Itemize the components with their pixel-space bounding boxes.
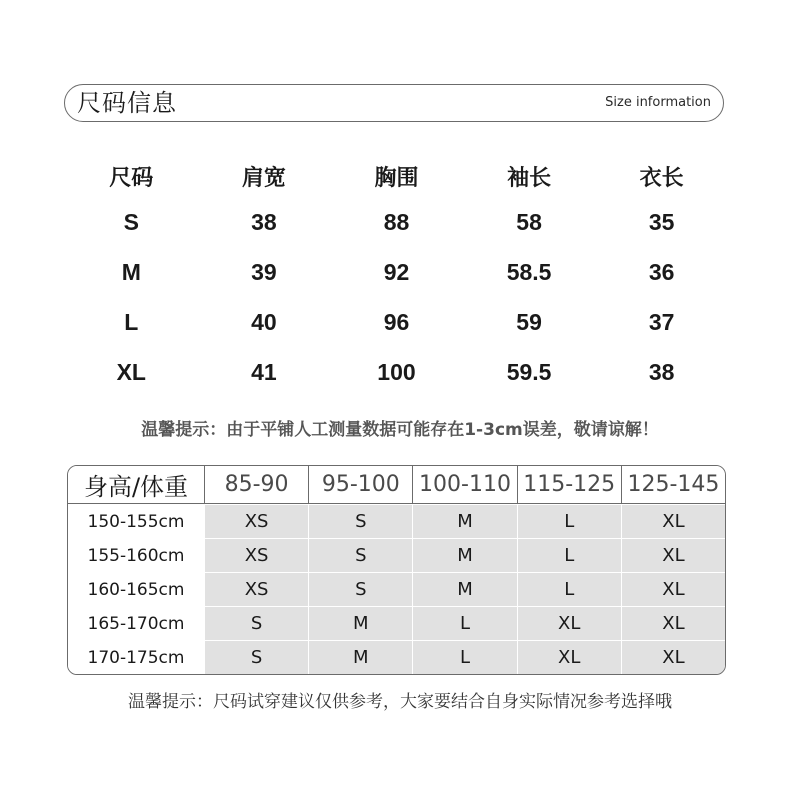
height-range-label: 170-175cm <box>68 641 204 674</box>
grid-corner-label: 身高/体重 <box>68 466 204 503</box>
table-cell: L <box>124 308 139 335</box>
weight-range-label: 100-110 <box>412 466 516 503</box>
header-subtitle: Size information <box>605 95 711 110</box>
size-table-header-row <box>65 155 728 197</box>
table-cell: 41 <box>251 358 277 385</box>
recommended-size: L <box>517 573 621 606</box>
recommended-size: L <box>412 607 516 640</box>
grid-header-row <box>68 466 725 504</box>
weight-range-label: 95-100 <box>308 466 412 503</box>
size-table-header-size: 尺码 <box>109 165 154 191</box>
recommended-size: XL <box>621 505 725 538</box>
table-row <box>68 606 725 640</box>
table-cell: 58.5 <box>506 258 552 285</box>
recommended-size: XL <box>621 641 725 674</box>
table-cell: 92 <box>383 258 410 285</box>
weight-range-label: 85-90 <box>204 466 308 503</box>
recommended-size: XL <box>517 641 621 674</box>
recommended-size: S <box>308 505 412 538</box>
table-row <box>65 247 728 297</box>
recommended-size: XS <box>204 573 308 606</box>
size-table-header-sleeve: 袖长 <box>507 165 552 191</box>
table-cell: 39 <box>251 258 277 285</box>
recommended-size: XL <box>621 573 725 606</box>
height-weight-recommendation-grid <box>67 465 726 675</box>
table-cell: S <box>123 208 139 235</box>
recommended-size: XS <box>204 505 308 538</box>
table-row <box>65 347 728 397</box>
size-table-header-shoulder: 肩宽 <box>241 165 286 191</box>
recommended-size: XL <box>517 607 621 640</box>
table-row <box>65 197 728 247</box>
recommended-size: L <box>412 641 516 674</box>
table-cell: 59 <box>516 308 542 335</box>
table-cell: XL <box>116 358 146 385</box>
table-row <box>65 297 728 347</box>
table-cell: 38 <box>251 208 277 235</box>
recommended-size: L <box>517 505 621 538</box>
recommended-size: M <box>308 607 412 640</box>
table-row <box>68 504 725 538</box>
recommended-size: M <box>412 539 516 572</box>
size-info-header <box>64 84 724 122</box>
recommended-size: S <box>204 641 308 674</box>
table-cell: 96 <box>383 308 410 335</box>
table-cell: 36 <box>648 258 675 285</box>
recommended-size: XL <box>621 607 725 640</box>
table-cell: 35 <box>648 208 675 235</box>
table-cell: 40 <box>251 308 277 335</box>
recommended-size: L <box>517 539 621 572</box>
header-title: 尺码信息 <box>77 89 177 117</box>
size-table-header-length: 衣长 <box>639 165 684 191</box>
recommended-size: XS <box>204 539 308 572</box>
weight-range-label: 125-145 <box>621 466 725 503</box>
recommended-size: M <box>412 573 516 606</box>
table-row <box>68 640 725 674</box>
table-cell: 100 <box>377 358 416 385</box>
recommended-size: S <box>204 607 308 640</box>
size-table-header-chest: 胸围 <box>374 165 419 191</box>
size-advice-note: 温馨提示：尺码试穿建议仅供参考，大家要结合自身实际情况参考选择哦 <box>128 692 672 712</box>
recommended-size: S <box>308 573 412 606</box>
table-cell: 88 <box>383 208 410 235</box>
height-range-label: 165-170cm <box>68 607 204 640</box>
recommended-size: M <box>308 641 412 674</box>
table-row <box>68 572 725 606</box>
table-row <box>68 538 725 572</box>
recommended-size: S <box>308 539 412 572</box>
garment-size-table <box>65 155 728 397</box>
recommended-size: M <box>412 505 516 538</box>
measurement-error-note: 温馨提示：由于平铺人工测量数据可能存在1-3cm误差，敬请谅解！ <box>141 420 659 440</box>
table-cell: 58 <box>516 208 542 235</box>
table-cell: 38 <box>648 358 675 385</box>
height-range-label: 155-160cm <box>68 539 204 572</box>
recommended-size: XL <box>621 539 725 572</box>
table-cell: 37 <box>648 308 675 335</box>
height-range-label: 160-165cm <box>68 573 204 606</box>
table-cell: M <box>121 258 141 285</box>
height-range-label: 150-155cm <box>68 505 204 538</box>
table-cell: 59.5 <box>506 358 552 385</box>
weight-range-label: 115-125 <box>517 466 621 503</box>
